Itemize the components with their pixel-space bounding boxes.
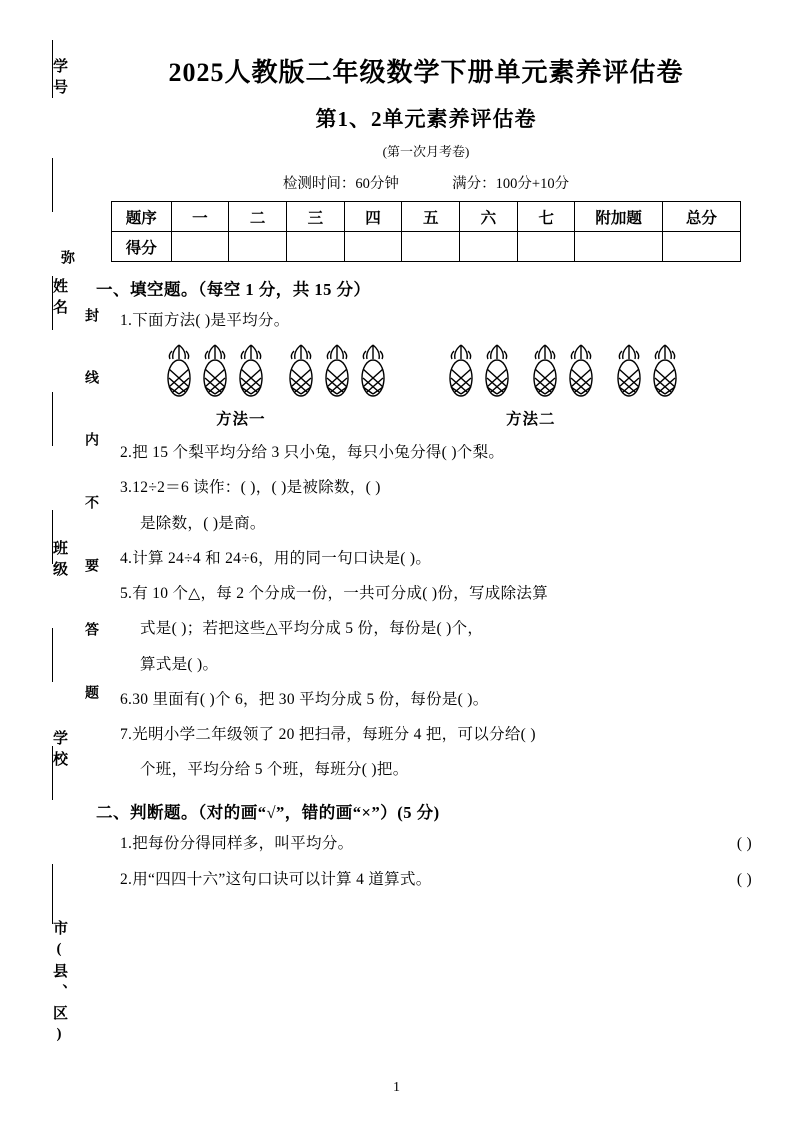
seal-divider-2: [52, 158, 53, 212]
pineapple-figure: [96, 341, 756, 407]
question-2-2: 2.用“四四十六”这句口诀可以计算 4 道算式。: [120, 870, 432, 888]
score-table-header-cell: 题序: [112, 202, 172, 232]
question-1-5: 5.有 10 个△，每 2 个分成一份，一共可分成( )份，写成除法算: [120, 585, 548, 603]
page-title: 2025人教版二年级数学下册单元素养评估卷: [168, 58, 684, 87]
pineapple-group-a: [162, 341, 268, 399]
seal-divider-8: [52, 864, 53, 924]
score-table-header-cell: 附加题: [575, 202, 662, 232]
score-table-header-cell: 四: [344, 202, 402, 232]
score-table-header-cell: 六: [460, 202, 518, 232]
pineapple-icon: [162, 341, 196, 399]
question-1-4: 4.计算 24÷4 和 24÷6，用的同一句口诀是( )。: [120, 549, 432, 567]
pineapple-icon: [444, 341, 478, 399]
pineapple-icon: [320, 341, 354, 399]
question-2-1: 1.把每份分得同样多，叫平均分。: [120, 835, 354, 853]
table-row: [112, 232, 741, 262]
pineapple-icon: [612, 341, 646, 399]
exam-time-label: 检测时间：60分钟: [282, 176, 399, 192]
score-table: [111, 201, 741, 262]
seal-strip: [18, 40, 98, 1070]
seal-label-name: 姓名: [51, 278, 67, 320]
seal-inner-want: 要: [83, 558, 98, 586]
page-note: (第一次月考卷): [382, 144, 470, 159]
seal-label-student-id: 学号: [51, 58, 67, 100]
pineapple-icon: [198, 341, 232, 399]
question-1-2: 2.把 15 个梨平均分给 3 只小兔，每只小兔分得( )个梨。: [120, 444, 505, 462]
seal-inner-question: 题: [83, 685, 98, 713]
question-1-7-cont: 个班，平均分给 5 个班，每班分( )把。: [140, 761, 409, 779]
seal-label-city: 市(县、区): [51, 920, 67, 1048]
pineapple-icon: [648, 341, 682, 399]
question-2-1-answer-blank[interactable]: ( ): [736, 835, 752, 853]
score-table-header-cell: 二: [229, 202, 287, 232]
score-cell[interactable]: [171, 232, 229, 262]
question-2-1-row: [120, 829, 756, 859]
question-2-2-row: [120, 865, 756, 895]
question-1-5-cont-b: 算式是( )。: [140, 655, 219, 673]
pineapple-icon: [480, 341, 514, 399]
score-table-header-cell: 三: [286, 202, 344, 232]
score-cell[interactable]: [402, 232, 460, 262]
score-table-header-cell: 一: [171, 202, 229, 232]
seal-divider-4: [52, 392, 53, 446]
question-1-7: 7.光明小学二年级领了 20 把扫帚，每班分 4 把，可以分给( ): [120, 725, 536, 743]
question-1-3: 3.12÷2＝6 读作：( )，( )是被除数，( ): [120, 479, 381, 497]
figure-label-method-1: 方法一: [216, 411, 266, 429]
score-table-header-cell: 五: [402, 202, 460, 232]
score-cell[interactable]: [575, 232, 662, 262]
pineapple-icon: [356, 341, 390, 399]
page-number: 1: [393, 1080, 400, 1095]
exam-score-label: 满分：100分+10分: [452, 176, 570, 192]
seal-inner-no: 不: [83, 495, 98, 523]
table-row: [112, 202, 741, 232]
score-cell[interactable]: [344, 232, 402, 262]
pineapple-group-e: [612, 341, 682, 399]
question-1-1: 1.下面方法( )是平均分。: [120, 312, 290, 329]
figure-label-method-2: 方法二: [506, 411, 556, 429]
seal-divider-6: [52, 628, 53, 682]
page-subtitle: 第1、2单元素养评估卷: [315, 107, 537, 131]
score-table-header-cell: 总分: [662, 202, 740, 232]
pineapple-group-d: [528, 341, 598, 399]
score-cell[interactable]: [460, 232, 518, 262]
seal-inner-line: 线: [83, 370, 98, 398]
pineapple-icon: [528, 341, 562, 399]
pineapple-icon: [284, 341, 318, 399]
section-title-fill-blank: 一、填空题。（每空 1 分，共 15 分）: [96, 280, 371, 299]
score-cell[interactable]: [229, 232, 287, 262]
question-1-3-cont: 是除数，( )是商。: [140, 514, 266, 532]
figure-labels: [96, 407, 756, 433]
score-table-row-label: 得分: [112, 232, 172, 262]
pineapple-icon: [564, 341, 598, 399]
question-2-2-answer-blank[interactable]: ( ): [736, 870, 752, 888]
seal-label-class: 班级: [51, 540, 67, 582]
pineapple-group-b: [284, 341, 390, 399]
question-1-5-cont-a: 式是( )；若把这些△平均分成 5 份，每份是( )个，: [140, 620, 484, 638]
seal-inner-answer: 答: [83, 622, 98, 650]
question-1-6: 6.30 里面有( )个 6，把 30 平均分成 5 份，每份是( )。: [120, 690, 489, 708]
score-cell[interactable]: [662, 232, 740, 262]
score-table-header-cell: 七: [517, 202, 575, 232]
seal-inner-seal: 封: [83, 308, 98, 336]
exam-meta: [96, 172, 756, 193]
exam-content: [96, 52, 756, 900]
score-cell[interactable]: [517, 232, 575, 262]
pineapple-group-c: [444, 341, 514, 399]
score-cell[interactable]: [286, 232, 344, 262]
seal-label-mi: 弥: [59, 250, 74, 264]
seal-label-school: 学校: [51, 730, 67, 772]
seal-inner-inside: 内: [83, 432, 98, 460]
section-title-true-false: 二、判断题。（对的画“√”，错的画“×”）(5 分): [96, 803, 440, 823]
pineapple-icon: [234, 341, 268, 399]
